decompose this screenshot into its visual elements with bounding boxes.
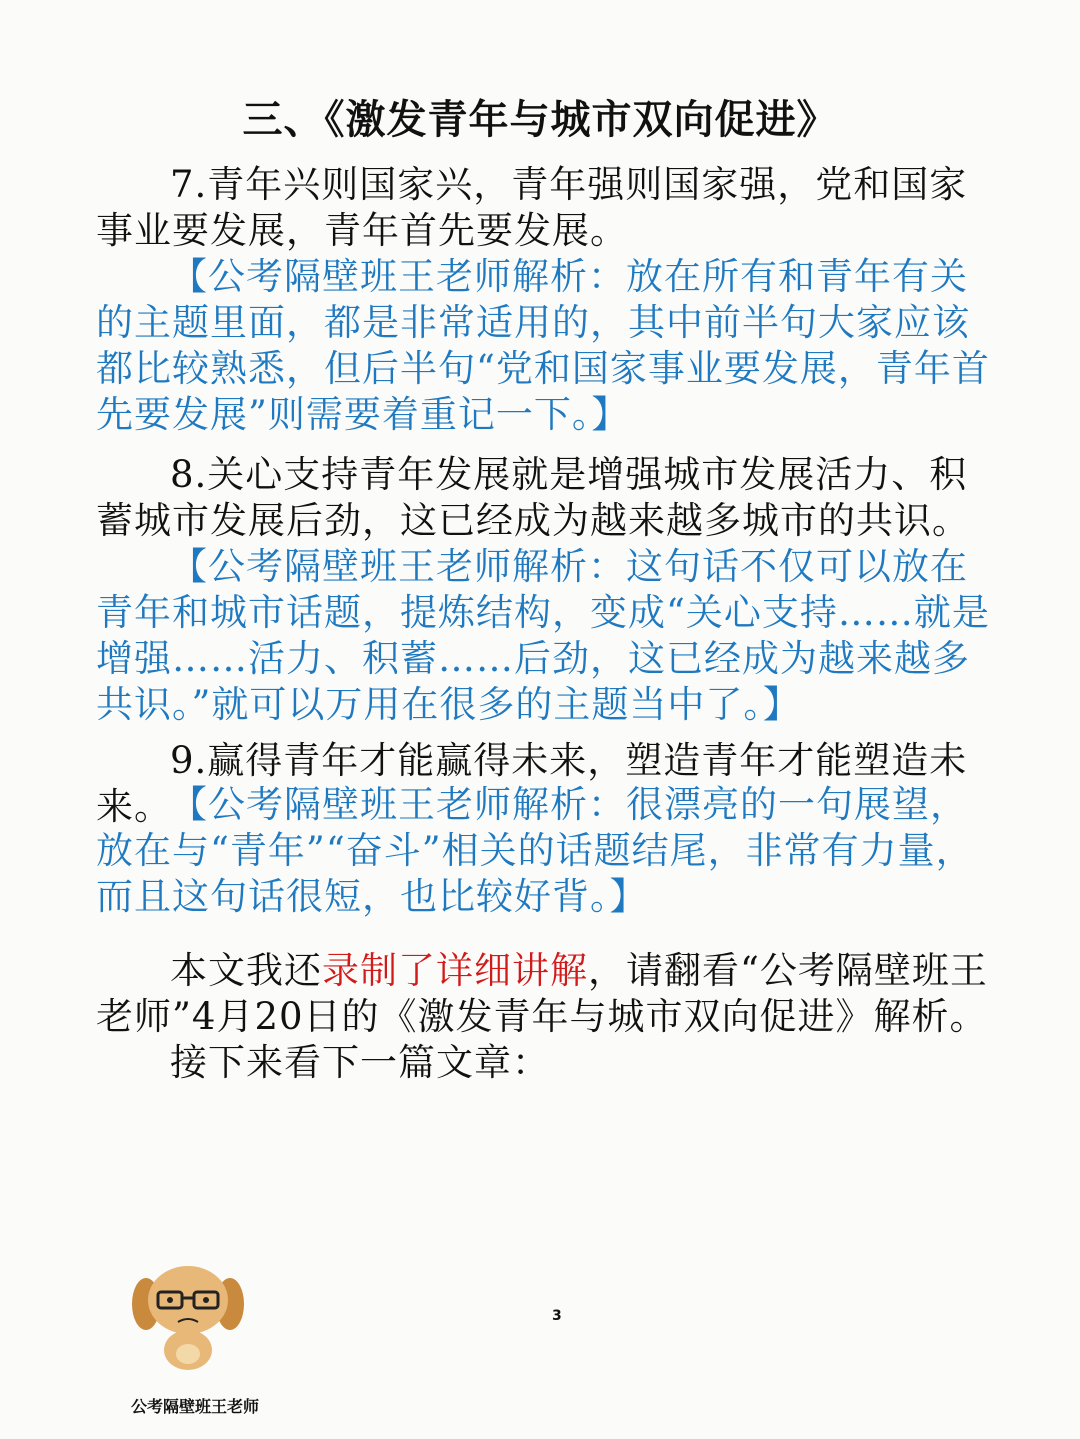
analysis-8: 【公考隔壁班王老师解析：这句话不仅可以放在青年和城市话题，提炼结构，变成“关心支持……就是增强……活力、积蓄……后劲，这已经成为越来越多共识。”就可以万用在很多的主题当中了。】 xyxy=(96,545,990,726)
closing-paragraph xyxy=(96,948,996,1040)
closing-text-end: ，请翻看“公考隔壁班王老师”4月20日的《激发青年与城市双向促进》解析。 xyxy=(96,949,988,1038)
analysis-9: 【公考隔壁班王老师解析：很漂亮的一句展望，放在与“青年”“奋斗”相关的话题结尾，非常有力量，而且这句话很短，也比较好背。】 xyxy=(96,783,974,918)
next-article-line: 接下来看下一篇文章： xyxy=(170,1041,550,1084)
closing-text-start: 本文我还 xyxy=(170,949,322,992)
section-title: 三、《激发青年与城市双向促进》 xyxy=(242,96,838,143)
quote-7: 7.青年兴则国家兴，青年强则国家强，党和国家事业要发展，青年首先要发展。 xyxy=(96,163,968,252)
page-number: 3 xyxy=(552,1308,562,1324)
mascot-caption: 公考隔壁班王老师 xyxy=(130,1397,259,1416)
dog-mascot-icon xyxy=(128,1252,248,1372)
recording-highlight: 录制了详细讲解 xyxy=(322,949,588,992)
analysis-7: 【公考隔壁班王老师解析：放在所有和青年有关的主题里面，都是非常适用的，其中前半句大家应该都比较熟悉，但后半句“党和国家事业要发展，青年首先要发展”则需要着重记一下。】 xyxy=(96,255,990,436)
quote-9: 9.赢得青年才能赢得未来，塑造青年才能塑造未来。 xyxy=(96,739,968,828)
quote-8: 8.关心支持青年发展就是增强城市发展活力、积蓄城市发展后劲，这已经成为越来越多城市的共识。 xyxy=(96,453,970,542)
